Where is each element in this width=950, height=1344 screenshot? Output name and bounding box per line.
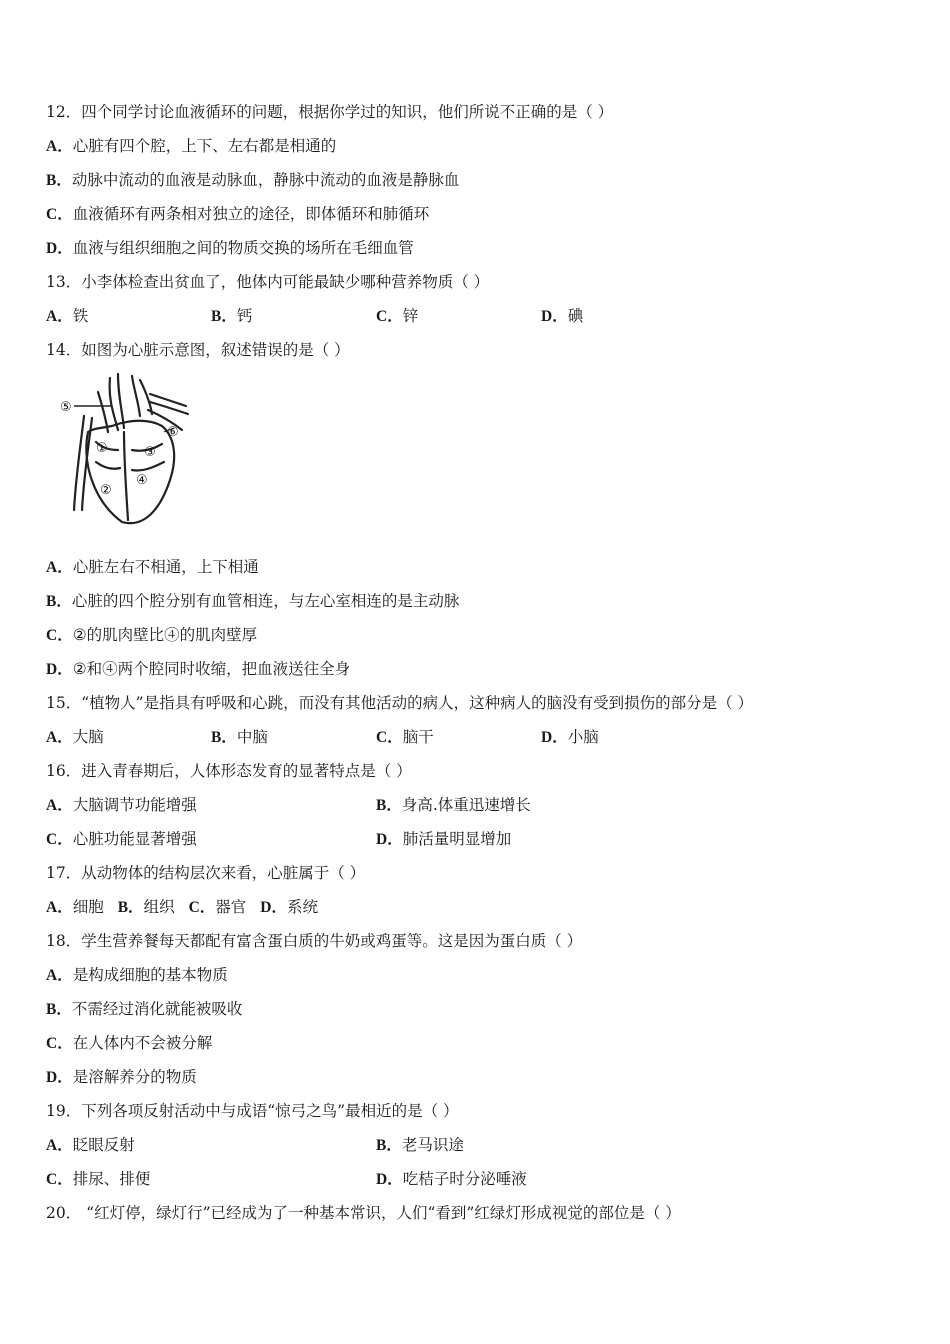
option-text: 心脏左右不相通，上下相通 [72, 558, 259, 576]
option-letter: D． [541, 308, 568, 325]
option-letter: A． [46, 138, 73, 155]
question-14-stem: 14．如图为心脏示意图，叙述错误的是（ ） [46, 341, 350, 359]
question-18-option-d[interactable] [46, 1067, 197, 1088]
figure-label-2: ② [100, 483, 112, 498]
option-letter: A． [46, 967, 73, 984]
figure-label-3: ③ [144, 445, 156, 460]
option-letter: C． [46, 1035, 73, 1052]
question-14-option-c[interactable] [46, 625, 257, 646]
option-text: 心脏功能显著增强 [72, 830, 197, 848]
option-letter: D． [376, 831, 403, 848]
question-15-option-c[interactable] [376, 727, 434, 748]
question-18-option-a[interactable] [46, 965, 228, 986]
question-15-option-b[interactable] [211, 727, 268, 748]
option-text: 钙 [236, 307, 253, 325]
option-text: 小脑 [567, 728, 599, 746]
question-13-option-b[interactable] [211, 306, 252, 327]
option-letter: A． [46, 797, 73, 814]
figure-label-5: ⑤ [60, 400, 72, 415]
question-19-option-a[interactable] [46, 1135, 135, 1156]
option-text: ②的肌肉壁比④的肌肉壁厚 [72, 626, 258, 644]
question-13-option-c[interactable] [376, 306, 418, 327]
question-17-option-b[interactable] [118, 898, 175, 916]
option-letter: B． [211, 729, 237, 746]
option-text: 老马识途 [401, 1136, 464, 1154]
option-letter: D． [46, 661, 73, 678]
option-letter: A． [46, 308, 73, 325]
option-text: 细胞 [72, 898, 104, 916]
question-13-stem: 13．小李体检查出贫血了，他体内可能最缺少哪种营养物质（ ） [46, 273, 490, 291]
question-19-stem: 19．下列各项反射活动中与成语“惊弓之鸟”最相近的是（ ） [46, 1102, 459, 1120]
question-14-option-a[interactable] [46, 557, 259, 578]
option-text: 排尿、排便 [72, 1170, 151, 1188]
option-text: 身高.体重迅速增长 [401, 796, 531, 814]
option-letter: C． [46, 206, 73, 223]
option-text: ②和④两个腔同时收缩，把血液送往全身 [72, 660, 351, 678]
question-19-option-c[interactable] [46, 1169, 150, 1190]
question-14-option-d[interactable] [46, 659, 350, 680]
option-letter: A． [46, 1137, 73, 1154]
question-15-option-d[interactable] [541, 727, 599, 748]
option-text: 铁 [72, 307, 89, 325]
option-text: 脑干 [402, 728, 434, 746]
option-text: 血液循环有两条相对独立的途径，即体循环和肺循环 [72, 205, 430, 223]
option-text: 器官 [215, 898, 247, 916]
question-12-option-c[interactable] [46, 204, 429, 225]
option-text: 吃桔子时分泌唾液 [402, 1170, 527, 1188]
figure-label-4: ④ [136, 473, 148, 488]
question-12-option-a[interactable] [46, 136, 336, 157]
question-16-stem: 16．进入青春期后，人体形态发育的显著特点是（ ） [46, 762, 412, 780]
option-letter: A． [46, 729, 73, 746]
question-12-option-b[interactable] [46, 170, 459, 191]
question-18-stem: 18．学生营养餐每天都配有富含蛋白质的牛奶或鸡蛋等。这是因为蛋白质（ ） [46, 932, 583, 950]
question-16-option-b[interactable] [376, 795, 531, 816]
option-letter: D． [260, 899, 287, 916]
question-17-option-c[interactable] [189, 898, 247, 916]
heart-diagram [52, 370, 192, 532]
question-16-option-a[interactable] [46, 795, 197, 816]
question-16-option-c[interactable] [46, 829, 197, 850]
question-17-stem: 17．从动物体的结构层次来看，心脏属于（ ） [46, 864, 366, 882]
option-letter: B． [46, 1001, 72, 1018]
option-text: 中脑 [236, 728, 268, 746]
option-text: 不需经过消化就能被吸收 [71, 1000, 243, 1018]
option-letter: A． [46, 559, 73, 576]
question-17-option-d[interactable] [260, 898, 318, 916]
option-text: 肺活量明显增加 [402, 830, 512, 848]
option-text: 大脑 [72, 728, 104, 746]
option-letter: B． [117, 899, 144, 916]
option-text: 在人体内不会被分解 [72, 1034, 213, 1052]
option-text: 血液与组织细胞之间的物质交换的场所在毛细血管 [72, 239, 414, 257]
question-12-stem: 12．四个同学讨论血液循环的问题，根据你学过的知识，他们所说不正确的是（ ） [46, 103, 614, 121]
question-14-option-b[interactable] [46, 591, 459, 612]
option-text: 心脏的四个腔分别有血管相连，与左心室相连的是主动脉 [71, 592, 460, 610]
option-letter: D． [541, 729, 568, 746]
figure-label-6: ⑥ [167, 425, 179, 440]
option-text: 组织 [143, 898, 175, 916]
question-18-option-c[interactable] [46, 1033, 212, 1054]
option-text: 大脑调节功能增强 [72, 796, 197, 814]
option-text: 系统 [287, 898, 319, 916]
option-letter: B． [376, 1137, 402, 1154]
option-text: 锌 [402, 307, 419, 325]
option-text: 碘 [567, 307, 584, 325]
option-letter: C． [376, 308, 403, 325]
question-16-option-d[interactable] [376, 829, 511, 850]
option-letter: D． [46, 1069, 73, 1086]
question-15-option-a[interactable] [46, 727, 104, 748]
option-letter: A． [46, 899, 73, 916]
option-letter: C． [46, 627, 73, 644]
option-letter: B． [376, 797, 402, 814]
option-letter: C． [46, 1171, 73, 1188]
option-text: 眨眼反射 [72, 1136, 135, 1154]
question-12-option-d[interactable] [46, 238, 414, 259]
option-letter: B． [46, 593, 72, 610]
option-letter: C． [46, 831, 73, 848]
question-13-option-a[interactable] [46, 306, 88, 327]
option-letter: B． [46, 172, 72, 189]
option-text: 是溶解养分的物质 [72, 1068, 197, 1086]
option-letter: D． [46, 240, 73, 257]
option-letter: B． [211, 308, 237, 325]
question-20-stem: 20． “红灯停，绿灯行”已经成为了一种基本常识，人们“看到”红绿灯形成视觉的部位是（ ） [46, 1204, 681, 1222]
question-18-option-b[interactable] [46, 999, 242, 1020]
option-text: 动脉中流动的血液是动脉血，静脉中流动的血液是静脉血 [71, 171, 460, 189]
option-letter: C． [188, 899, 216, 916]
option-text: 心脏有四个腔，上下、左右都是相通的 [72, 137, 337, 155]
question-17-option-a[interactable] [46, 898, 104, 916]
question-19-option-d[interactable] [376, 1169, 527, 1190]
option-text: 是构成细胞的基本物质 [72, 966, 228, 984]
question-17-options [46, 897, 332, 918]
option-letter: C． [376, 729, 403, 746]
question-19-option-b[interactable] [376, 1135, 464, 1156]
question-15-stem: 15．“植物人”是指具有呼吸和心跳，而没有其他活动的病人，这种病人的脑没有受到损伤的部分是（ ） [46, 694, 754, 712]
option-letter: D． [376, 1171, 403, 1188]
figure-label-1: ① [96, 441, 108, 456]
question-13-option-d[interactable] [541, 306, 583, 327]
